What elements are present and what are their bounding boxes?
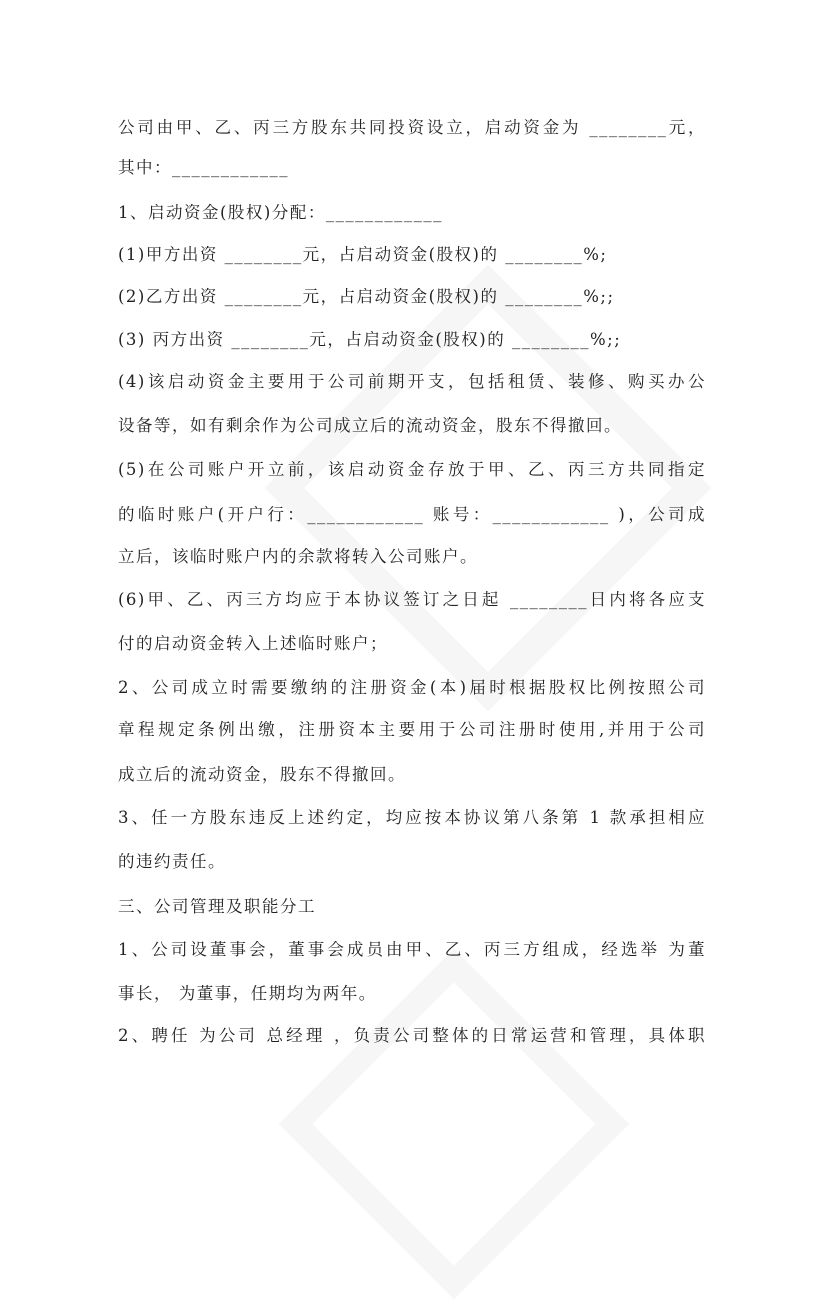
text-line: (4)该启动资金主要用于公司前期开支，包括租赁、装修、购买办公: [118, 372, 706, 391]
text-line: 1、公司设董事会，董事会成员由甲、乙、丙三方组成，经选举 为董: [118, 940, 706, 959]
text-line: 设备等，如有剩余作为公司成立后的流动资金，股东不得撤回。: [118, 416, 622, 435]
text-line: (5)在公司账户开立前，该启动资金存放于甲、乙、丙三方共同指定: [118, 460, 706, 479]
text-line: 2、公司成立时需要缴纳的注册资金(本)届时根据股权比例按照公司: [118, 678, 706, 697]
text-line: 立后，该临时账户内的余款将转入公司账户。: [118, 547, 478, 566]
text-line: 事长， 为董事，任期均为两年。: [118, 984, 377, 1003]
text-line: 付的启动资金转入上述临时账户；: [118, 634, 388, 653]
text-line: 的临时账户(开户行：____________ 账号：____________ )，公司成: [118, 505, 706, 524]
text-line: 3、任一方股东违反上述约定，均应按本协议第八条第 1 款承担相应: [118, 808, 706, 827]
text-line: 其中：____________: [118, 158, 289, 177]
text-line: 1、启动资金(股权)分配：____________: [118, 203, 443, 222]
text-line: (2)乙方出资 ________元，占启动资金(股权)的 ________%;;: [118, 287, 615, 306]
text-line: 公司由甲、乙、丙三方股东共同投资设立，启动资金为 ________元，: [118, 118, 706, 137]
text-line: (6)甲、乙、丙三方均应于本协议签订之日起 ________日内将各应支: [118, 590, 706, 609]
text-line: 章程规定条例出缴，注册资本主要用于公司注册时使用,并用于公司: [118, 720, 706, 739]
text-line: 2、聘任 为公司 总经理 ，负责公司整体的日常运营和管理，具体职: [118, 1026, 706, 1045]
text-line: (1)甲方出资 ________元，占启动资金(股权)的 ________%;: [118, 245, 608, 264]
section-heading: 三、公司管理及职能分工: [118, 897, 316, 916]
text-line: 的违约责任。: [118, 852, 226, 871]
text-line: 成立后的流动资金，股东不得撤回。: [118, 765, 406, 784]
text-line: (3) 丙方出资 ________元，占启动资金(股权)的 ________%;;: [118, 330, 622, 349]
